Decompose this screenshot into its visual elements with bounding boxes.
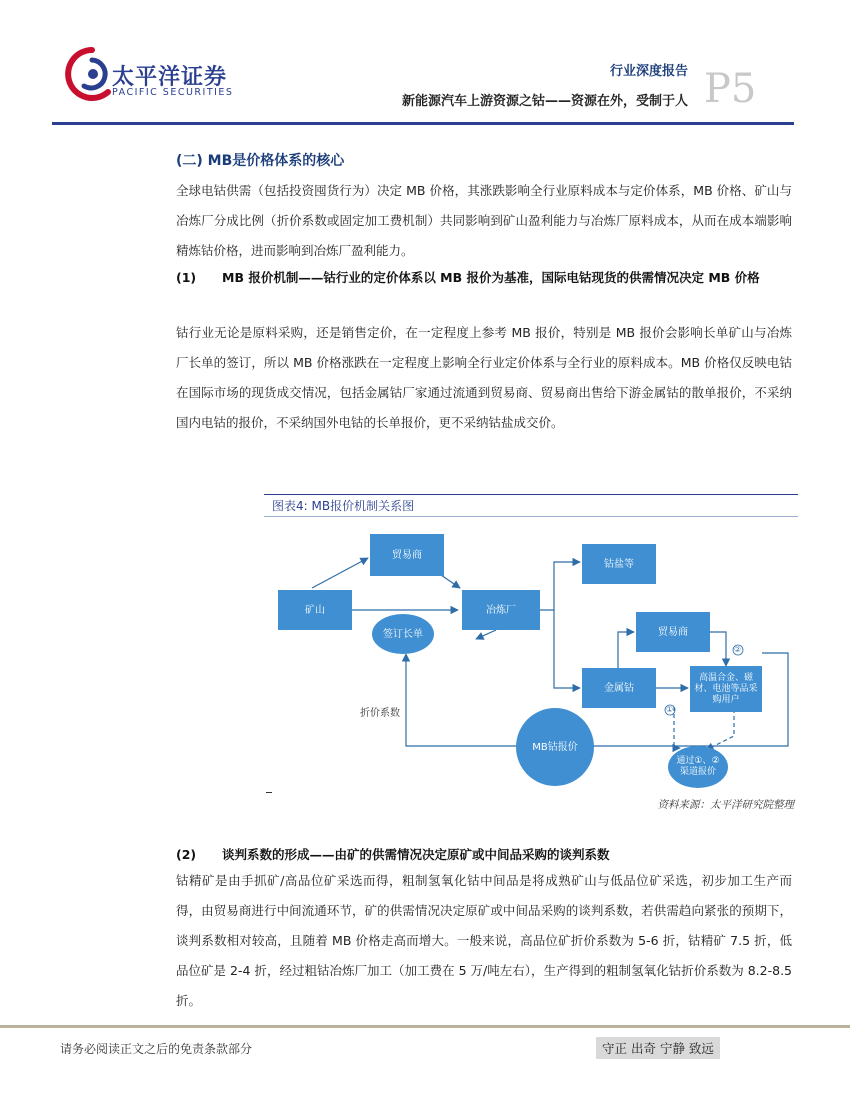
figure-title: 图表4: MB报价机制关系图 bbox=[272, 499, 415, 513]
arrow-mb-contract bbox=[406, 654, 522, 746]
dashed-arrow-1 bbox=[674, 707, 680, 748]
node-sign-contract: 签订长单 bbox=[372, 614, 434, 654]
node-metal-cobalt: 金属钴 bbox=[582, 668, 656, 708]
intro-paragraph: 全球电钴供需（包括投资囤货行为）决定 MB 价格，其涨跌影响全行业原料成本与定价体系，MB 价格、矿山与冶炼厂分成比例（折价系数或固定加工费机制）共同影响到矿山盈利能力与冶炼厂原料成本，从而在成本端影响精炼钴价格，进而影响到冶炼厂盈利能力。 bbox=[176, 183, 792, 258]
node-downstream-buyers: 高温合金、磁材、电池等品采购用户 bbox=[690, 666, 762, 712]
node-trader: 贸易商 bbox=[370, 534, 444, 576]
footer-disclaimer: 请务必阅读正文之后的免责条款部分 bbox=[60, 1042, 253, 1056]
arrow-mine-trader bbox=[312, 558, 368, 588]
node-cobalt-salt: 钴盐等 bbox=[582, 544, 656, 584]
report-type: 行业深度报告 bbox=[609, 64, 688, 79]
node-report-channel: 通过①、②渠道报价 bbox=[668, 746, 728, 788]
subheading-2-title: 谈判系数的形成——由矿的供需情况决定原矿或中间品采购的谈判系数 bbox=[222, 847, 610, 862]
subheading-1 bbox=[176, 263, 792, 293]
arrow-smelter-metal bbox=[554, 610, 580, 688]
subheading-2-number: (2) bbox=[176, 847, 197, 862]
arrow-smelter-cobaltsalt bbox=[540, 562, 580, 610]
arrow-smelter-contract bbox=[476, 630, 496, 639]
section-heading: (二) MB是价格体系的核心 bbox=[176, 153, 345, 169]
sub2-paragraph: 钴精矿是由手抓矿/高品位矿采选而得，粗制氢氧化钴中间品是将成熟矿山与低品位矿采选，初步加工生产而得，由贸易商进行中间流通环节，矿的供需情况决定原矿或中间品采购的谈判系数，若供需趋向紧张的预期下，谈判系数相对较高，且随着 MB 价格走高而增大。一般来说，高品位矿折价系数为 5-6 折，钴精矿 7.5 折，低品位矿是 2-4 折，经过粗钴冶炼厂加工（加工费在 5 万/吨左右），生产得到的粗制氢氧化钴折价系数为 8.2-8.5 折。 bbox=[176, 873, 792, 1008]
mb-pricing-diagram bbox=[264, 518, 798, 796]
subheading-1-title: MB 报价机制——钴行业的定价体系以 MB 报价为基准，国际电钴现货的供需情况决定 MB 价格 bbox=[222, 270, 760, 285]
footer-motto: 守正 出奇 宁静 致远 bbox=[596, 1037, 720, 1059]
logo-chinese-name: 太平洋证券 bbox=[112, 65, 228, 90]
sub1-paragraph: 钴行业无论是原料采购，还是销售定价，在一定程度上参考 MB 报价，特别是 MB 报价会影响长单矿山与冶炼厂长单的签订，所以 MB 价格涨跌在一定程度上影响全行业定价体系与全行业的原料成本。MB 价格仅反映电钴在国际市场的现货成交情况，包括金属钴厂家通过流通到贸易商、贸易商出售给下游金属钴的散单报价，不采纳国内电钴的报价，不采纳国外电钴的长单报价，更不采纳钴盐成交价。 bbox=[176, 325, 792, 430]
header-divider bbox=[52, 122, 794, 125]
label-circle-2: ② bbox=[734, 645, 742, 654]
node-trader-2: 贸易商 bbox=[636, 612, 710, 652]
arrow-trader2-downstream bbox=[710, 632, 726, 666]
figure-title-rule bbox=[264, 516, 798, 517]
node-mine: 矿山 bbox=[278, 590, 352, 630]
page-number: P5 bbox=[704, 66, 757, 112]
label-discount-factor: 折价系数 bbox=[360, 708, 400, 719]
logo-english-name: PACIFIC SECURITIES bbox=[112, 87, 234, 98]
label-circle-1: ① bbox=[666, 705, 674, 714]
figure-source: 资料来源：太平洋研究院整理 bbox=[657, 799, 794, 811]
report-title: 新能源汽车上游资源之钴——资源在外，受制于人 bbox=[401, 94, 688, 109]
node-mb-price: MB钴报价 bbox=[516, 708, 594, 786]
node-smelter: 冶炼厂 bbox=[462, 590, 540, 630]
footer-divider bbox=[0, 1025, 850, 1028]
subheading-1-number: (1) bbox=[176, 270, 197, 285]
arrow-metal-trader2 bbox=[618, 632, 634, 668]
figure-dash-mark bbox=[266, 792, 272, 793]
figure-top-rule bbox=[264, 494, 798, 495]
